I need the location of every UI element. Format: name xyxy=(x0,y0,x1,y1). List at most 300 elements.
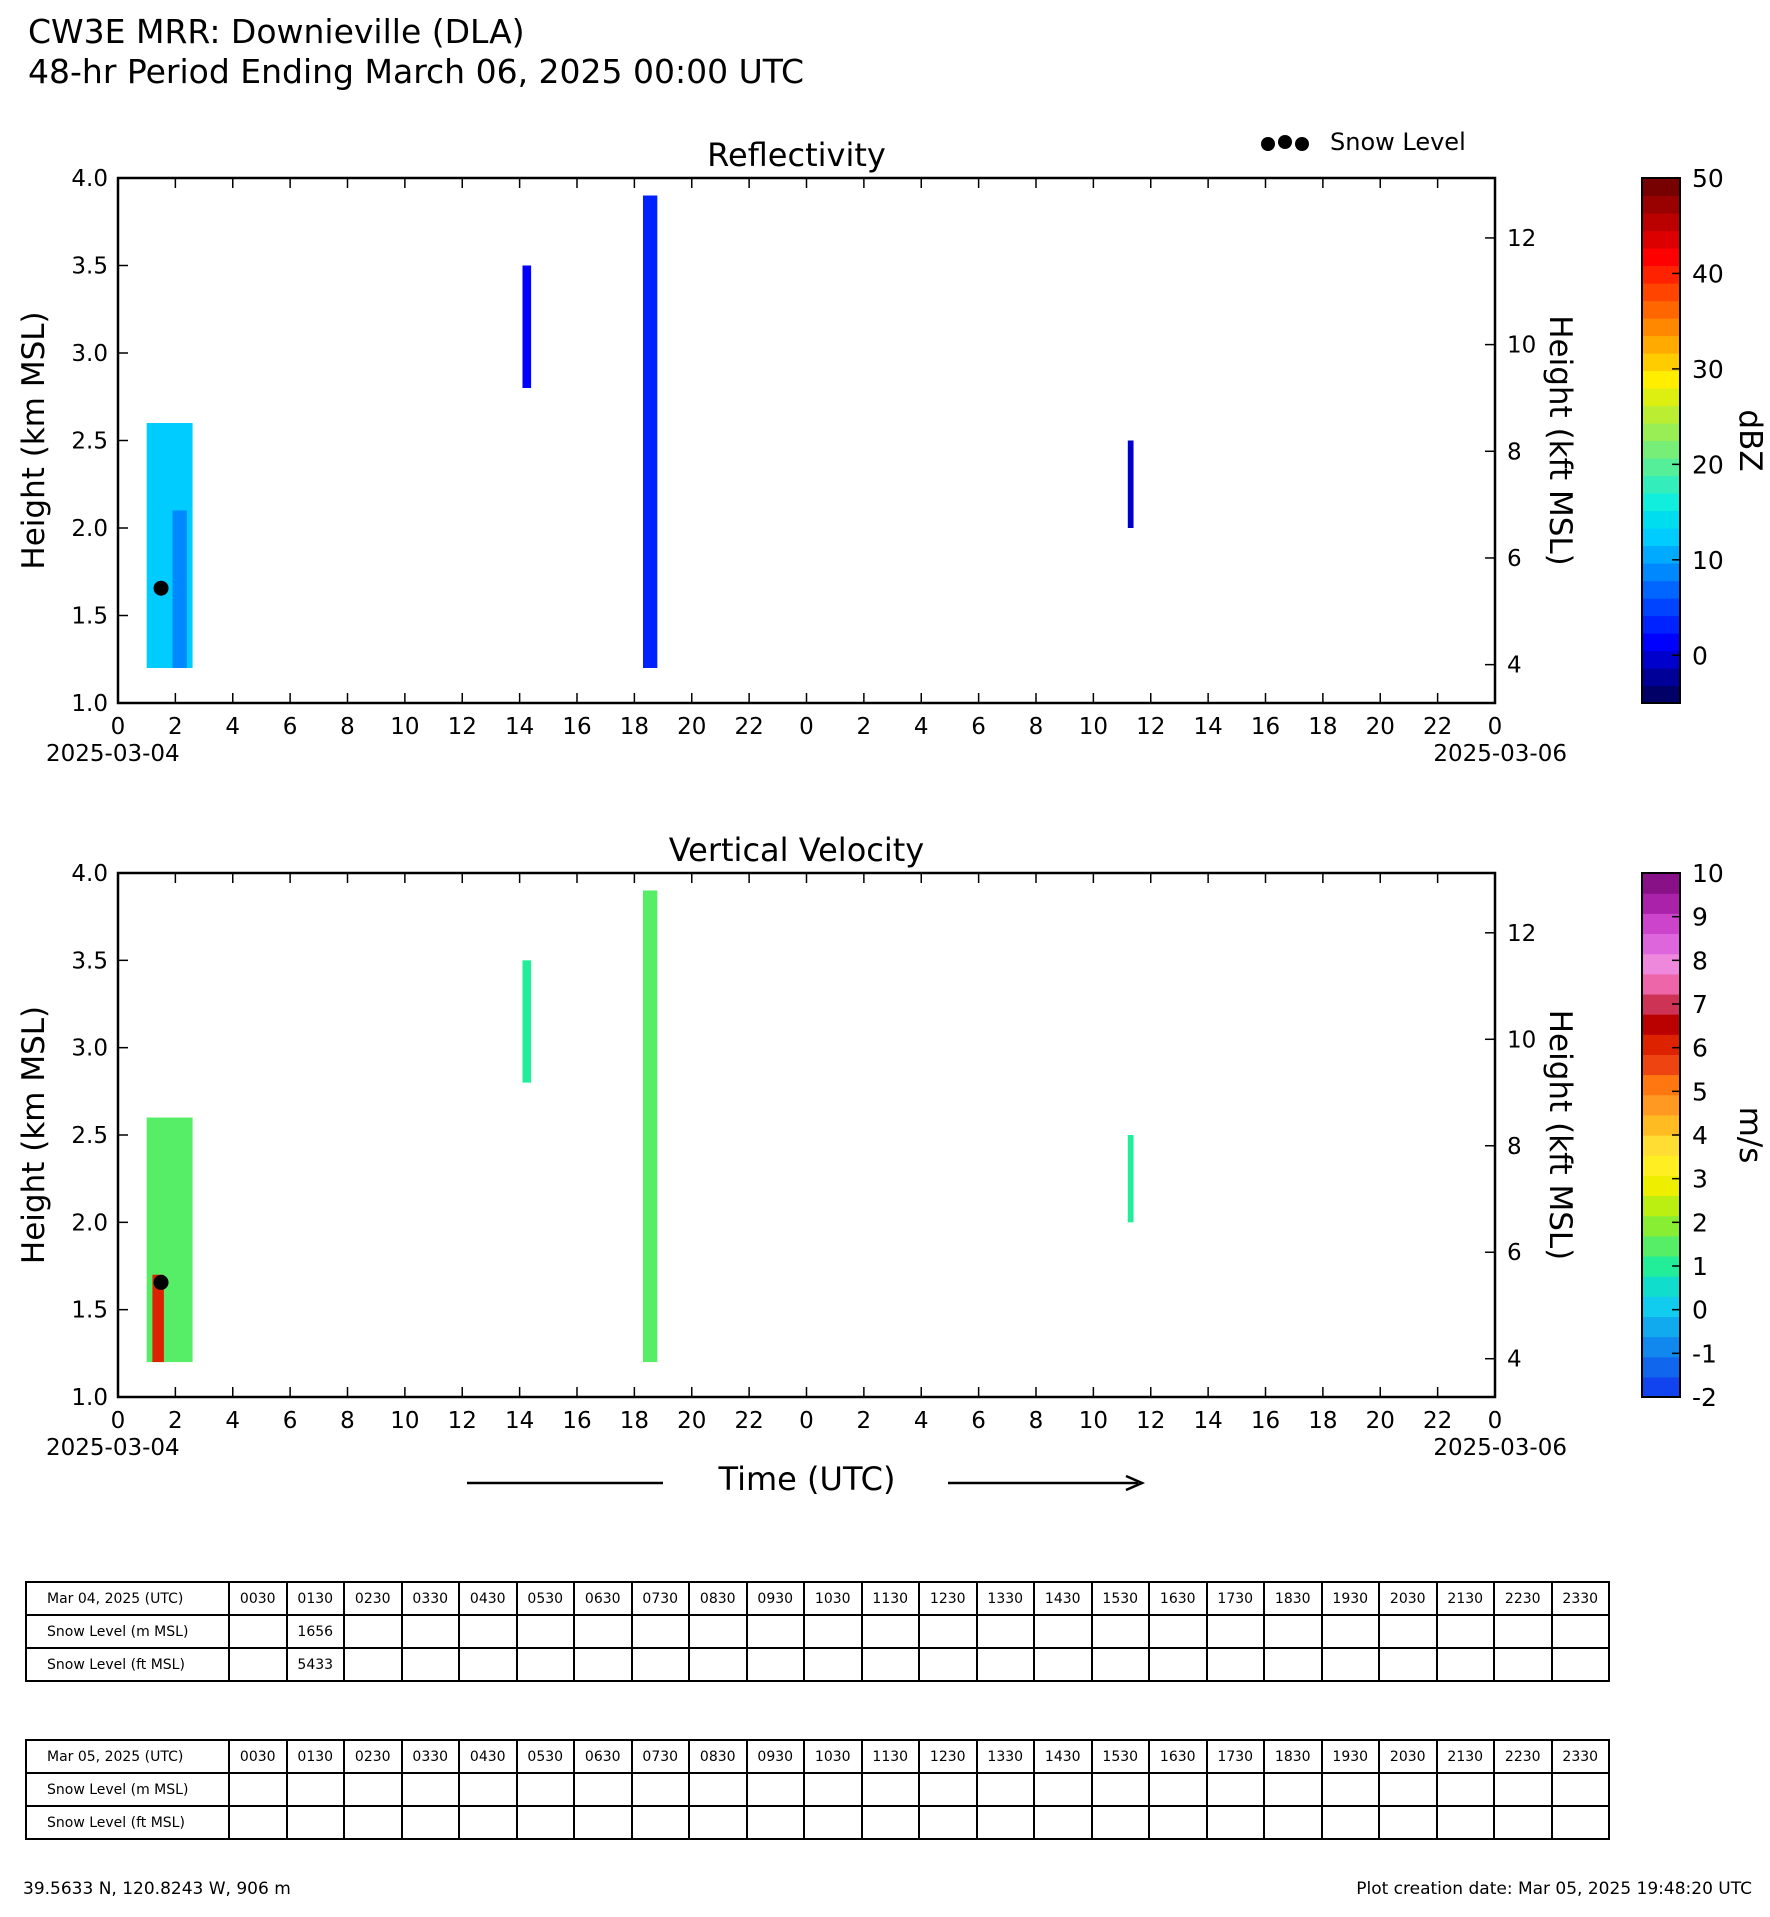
colorbar-segment xyxy=(1642,476,1680,494)
table-time-header: 1530 xyxy=(1092,1582,1150,1615)
x-tick-label: 0 xyxy=(110,714,126,740)
x-end-date: 2025-03-06 xyxy=(1433,741,1567,767)
x-tick-label: 6 xyxy=(282,714,298,740)
y-right-tick-label: 8 xyxy=(1507,439,1522,466)
table-cell xyxy=(1149,1615,1207,1648)
echo-cell xyxy=(522,266,531,389)
table-row-label: Snow Level (ft MSL) xyxy=(26,1648,229,1681)
table-cell xyxy=(459,1806,517,1839)
table-cell xyxy=(1092,1615,1150,1648)
table-cell xyxy=(919,1615,977,1648)
table-cell xyxy=(862,1615,920,1648)
y-right-tick-label: 6 xyxy=(1507,545,1522,572)
y-right-tick-label: 12 xyxy=(1507,920,1537,947)
x-tick-label: 2 xyxy=(856,714,872,740)
table-cell xyxy=(574,1806,632,1839)
table-time-header: 0830 xyxy=(689,1740,747,1773)
table-cell xyxy=(1264,1648,1322,1681)
table-cell xyxy=(1264,1773,1322,1806)
table-time-header: 0930 xyxy=(747,1740,805,1773)
colorbar-segment xyxy=(1642,1075,1680,1096)
x-tick-label: 14 xyxy=(1193,1408,1223,1434)
table-time-header: 0630 xyxy=(574,1740,632,1773)
x-tick-label: 2 xyxy=(168,1408,183,1434)
table-cell xyxy=(287,1806,345,1839)
table-cell: 5433 xyxy=(287,1648,345,1681)
y-right-axis-label: Height (kft MSL) xyxy=(1542,315,1578,566)
x-tick-label: 0 xyxy=(1487,714,1503,740)
colorbar-segment xyxy=(1642,1155,1680,1176)
x-tick-label: 18 xyxy=(1308,1408,1338,1434)
table-cell xyxy=(1494,1648,1552,1681)
table-cell xyxy=(344,1773,402,1806)
table-cell xyxy=(632,1648,690,1681)
x-tick-label: 4 xyxy=(913,1408,929,1434)
x-tick-label: 20 xyxy=(677,714,707,740)
table-cell xyxy=(1322,1773,1380,1806)
colorbar-segment xyxy=(1642,441,1680,459)
colorbar-segment xyxy=(1642,1216,1680,1237)
table-cell xyxy=(862,1648,920,1681)
x-tick-label: 10 xyxy=(1078,714,1109,740)
table-time-header: 0230 xyxy=(344,1582,402,1615)
colorbar-segment xyxy=(1642,1095,1680,1116)
table-time-header: 2230 xyxy=(1494,1740,1552,1773)
colorbar-segment xyxy=(1642,178,1680,196)
colorbar-segment xyxy=(1642,668,1680,686)
colorbar-tick-label: -2 xyxy=(1692,1383,1717,1412)
x-tick-label: 10 xyxy=(390,714,420,740)
echo-cell xyxy=(1128,1135,1134,1222)
table-cell xyxy=(1437,1615,1495,1648)
colorbar-segment xyxy=(1642,528,1680,546)
table-header-row xyxy=(26,1740,1609,1773)
colorbar-segment xyxy=(1642,1316,1680,1337)
table-cell xyxy=(1264,1615,1322,1648)
table-cell xyxy=(1552,1806,1610,1839)
x-tick-label: 12 xyxy=(447,714,477,740)
panel-title: Reflectivity xyxy=(707,136,886,174)
snow-level-point xyxy=(154,1275,169,1290)
x-tick-label: 12 xyxy=(1136,714,1166,740)
title-line-2: 48-hr Period Ending March 06, 2025 00:00 UTC xyxy=(28,52,805,91)
y-axis-label: Height (km MSL) xyxy=(16,311,52,570)
colorbar-segment xyxy=(1642,336,1680,354)
x-tick-label: 10 xyxy=(1078,1408,1109,1434)
x-tick-label: 0 xyxy=(1487,1408,1503,1434)
colorbar-segment xyxy=(1642,318,1680,336)
colorbar-segment xyxy=(1642,893,1680,914)
table-cell xyxy=(919,1806,977,1839)
colorbar-segment xyxy=(1642,933,1680,954)
colorbar-segment xyxy=(1642,1377,1680,1398)
table-cell xyxy=(574,1773,632,1806)
y-right-tick-label: 8 xyxy=(1507,1133,1522,1160)
y-right-tick-label: 12 xyxy=(1507,225,1537,252)
x-tick-label: 6 xyxy=(971,714,986,740)
table-time-header: 1330 xyxy=(977,1582,1035,1615)
table-time-header: 2230 xyxy=(1494,1582,1552,1615)
colorbar-tick-label: 5 xyxy=(1692,1077,1708,1107)
colorbar-tick-label: 4 xyxy=(1692,1121,1708,1150)
y-right-tick-label: 6 xyxy=(1507,1240,1522,1267)
x-start-date: 2025-03-04 xyxy=(46,1435,180,1461)
table-time-header: 1130 xyxy=(862,1582,920,1615)
table-time-header: 0330 xyxy=(402,1582,460,1615)
colorbar-segment xyxy=(1642,1115,1680,1136)
colorbar-segment xyxy=(1642,563,1680,581)
table-cell xyxy=(689,1773,747,1806)
table-cell xyxy=(689,1615,747,1648)
y-tick-label: 4.0 xyxy=(71,861,108,887)
table-cell: 1656 xyxy=(287,1615,345,1648)
table-cell xyxy=(1264,1806,1322,1839)
x-tick-label: 22 xyxy=(1422,714,1453,740)
table-cell xyxy=(689,1648,747,1681)
colorbar-tick-label: 10 xyxy=(1692,545,1724,575)
table-cell xyxy=(1207,1806,1265,1839)
snow-level-table-mar04 xyxy=(25,1581,1610,1682)
x-tick-label: 22 xyxy=(734,714,764,740)
table-cell xyxy=(1034,1773,1092,1806)
snow-level-table-mar05 xyxy=(25,1739,1610,1840)
table-date-header: Mar 04, 2025 (UTC) xyxy=(26,1582,229,1615)
table-row-label: Snow Level (m MSL) xyxy=(26,1615,229,1648)
y-tick-label: 1.5 xyxy=(71,603,108,630)
table-cell xyxy=(1092,1648,1150,1681)
x-tick-label: 14 xyxy=(504,714,535,740)
colorbar-segment xyxy=(1642,196,1680,214)
x-tick-label: 14 xyxy=(504,1408,535,1434)
table-cell xyxy=(229,1773,287,1806)
table-cell xyxy=(804,1806,862,1839)
colorbar-segment xyxy=(1642,633,1680,651)
y-tick-label: 3.5 xyxy=(71,948,108,975)
colorbar-segment xyxy=(1642,1337,1680,1358)
table-date-header: Mar 05, 2025 (UTC) xyxy=(26,1740,229,1773)
table-time-header: 0330 xyxy=(402,1740,460,1773)
table-cell xyxy=(459,1648,517,1681)
table-cell xyxy=(1034,1806,1092,1839)
colorbar-segment xyxy=(1642,388,1680,406)
x-tick-label: 16 xyxy=(562,1408,592,1434)
table-time-header: 1530 xyxy=(1092,1740,1150,1773)
table-time-header: 2030 xyxy=(1379,1740,1437,1773)
table-cell xyxy=(1437,1806,1495,1839)
table-cell xyxy=(1322,1648,1380,1681)
table-time-header: 1830 xyxy=(1264,1582,1322,1615)
y-tick-label: 2.5 xyxy=(71,1123,108,1149)
colorbar-segment xyxy=(1642,1054,1680,1075)
table-time-header: 2330 xyxy=(1552,1740,1610,1773)
x-tick-label: 20 xyxy=(1365,1408,1395,1434)
time-axis-label: Time (UTC) xyxy=(718,1460,896,1498)
x-tick-label: 8 xyxy=(1028,714,1044,740)
colorbar-segment xyxy=(1642,1236,1680,1257)
table-time-header: 1030 xyxy=(804,1740,862,1773)
table-time-header: 0530 xyxy=(517,1740,575,1773)
colorbar-segment xyxy=(1642,954,1680,975)
y-right-tick-label: 4 xyxy=(1507,652,1522,679)
table-cell xyxy=(747,1615,805,1648)
table-time-header: 1930 xyxy=(1322,1740,1380,1773)
table-cell xyxy=(1149,1773,1207,1806)
x-tick-label: 8 xyxy=(340,1408,355,1434)
echo-cell xyxy=(643,196,657,669)
y-tick-label: 3.0 xyxy=(71,341,108,367)
table-cell xyxy=(229,1648,287,1681)
table-time-header: 1030 xyxy=(804,1582,862,1615)
table-time-header: 1430 xyxy=(1034,1740,1092,1773)
colorbar-segment xyxy=(1642,616,1680,634)
colorbar-tick-label: 20 xyxy=(1692,450,1724,480)
table-cell xyxy=(689,1806,747,1839)
x-tick-label: 4 xyxy=(913,714,929,740)
title-line-1: CW3E MRR: Downieville (DLA) xyxy=(28,12,525,51)
table-time-header: 1830 xyxy=(1264,1740,1322,1773)
x-tick-label: 8 xyxy=(1028,1408,1044,1434)
colorbar-segment xyxy=(1642,1034,1680,1055)
x-tick-label: 8 xyxy=(340,714,355,740)
table-cell xyxy=(862,1773,920,1806)
colorbar-tick-label: 50 xyxy=(1692,164,1724,193)
table-cell xyxy=(862,1806,920,1839)
table-row xyxy=(26,1773,1609,1806)
legend-snow-level-dot xyxy=(1295,137,1309,151)
table-cell xyxy=(517,1773,575,1806)
table-cell xyxy=(1092,1773,1150,1806)
table-cell xyxy=(747,1648,805,1681)
table-cell xyxy=(1149,1806,1207,1839)
y-right-tick-label: 4 xyxy=(1507,1346,1522,1373)
table-cell xyxy=(459,1773,517,1806)
echo-cell xyxy=(522,960,531,1082)
colorbar-segment xyxy=(1642,248,1680,266)
table-cell xyxy=(1379,1806,1437,1839)
echo-cell xyxy=(643,890,657,1362)
table-cell xyxy=(402,1773,460,1806)
table-cell xyxy=(1092,1806,1150,1839)
x-start-date: 2025-03-04 xyxy=(46,741,180,767)
table-time-header: 0530 xyxy=(517,1582,575,1615)
colorbar-tick-label: 10 xyxy=(1692,859,1724,888)
table-cell xyxy=(804,1773,862,1806)
colorbar-tick-label: 0 xyxy=(1692,1295,1708,1325)
x-tick-label: 4 xyxy=(225,714,241,740)
table-cell xyxy=(1437,1648,1495,1681)
table-cell xyxy=(1552,1773,1610,1806)
table-cell xyxy=(747,1773,805,1806)
table-cell xyxy=(1322,1615,1380,1648)
colorbar-segment xyxy=(1642,873,1680,894)
table-time-header: 0630 xyxy=(574,1582,632,1615)
table-cell xyxy=(402,1806,460,1839)
echo-cell xyxy=(173,511,187,669)
table-cell xyxy=(1379,1773,1437,1806)
table-time-header: 1430 xyxy=(1034,1582,1092,1615)
colorbar-segment xyxy=(1642,1296,1680,1317)
x-tick-label: 22 xyxy=(734,1408,764,1434)
table-cell xyxy=(1437,1773,1495,1806)
colorbar-tick-label: 30 xyxy=(1692,354,1724,384)
table-cell xyxy=(1149,1648,1207,1681)
y-tick-label: 4.0 xyxy=(71,166,108,192)
table-cell xyxy=(632,1773,690,1806)
legend-snow-level-label: Snow Level xyxy=(1330,128,1466,156)
table-time-header: 1730 xyxy=(1207,1582,1265,1615)
y-tick-label: 3.0 xyxy=(71,1035,108,1062)
table-cell xyxy=(1494,1806,1552,1839)
colorbar-tick-label: 8 xyxy=(1692,946,1708,976)
table-time-header: 0730 xyxy=(632,1582,690,1615)
colorbar-label: m/s xyxy=(1732,1106,1768,1164)
table-row xyxy=(26,1648,1609,1681)
table-time-header: 1930 xyxy=(1322,1582,1380,1615)
table-cell xyxy=(919,1773,977,1806)
colorbar-tick-label: 6 xyxy=(1692,1033,1708,1063)
colorbar-segment xyxy=(1642,266,1680,284)
table-time-header: 2330 xyxy=(1552,1582,1610,1615)
colorbar-segment xyxy=(1642,406,1680,424)
table-cell xyxy=(804,1648,862,1681)
x-tick-label: 4 xyxy=(225,1408,241,1434)
colorbar-segment xyxy=(1642,581,1680,599)
table-cell xyxy=(747,1806,805,1839)
legend-snow-level-dot xyxy=(1261,137,1275,151)
y-tick-label: 2.5 xyxy=(71,428,108,455)
table-time-header: 2030 xyxy=(1379,1582,1437,1615)
table-cell xyxy=(344,1806,402,1839)
table-time-header: 0130 xyxy=(287,1582,345,1615)
colorbar-segment xyxy=(1642,1135,1680,1156)
x-tick-label: 0 xyxy=(799,1408,814,1434)
table-time-header: 0230 xyxy=(344,1740,402,1773)
table-cell xyxy=(1034,1648,1092,1681)
table-cell xyxy=(1552,1615,1610,1648)
y-tick-label: 3.5 xyxy=(71,253,108,280)
colorbar-tick-label: 2 xyxy=(1692,1208,1708,1238)
colorbar-segment xyxy=(1642,651,1680,669)
table-cell xyxy=(344,1615,402,1648)
table-time-header: 0430 xyxy=(459,1582,517,1615)
table-cell xyxy=(1322,1806,1380,1839)
y-tick-label: 1.0 xyxy=(71,1385,108,1411)
x-tick-label: 22 xyxy=(1422,1408,1453,1434)
table-cell xyxy=(977,1773,1035,1806)
table-row xyxy=(26,1806,1609,1839)
table-cell xyxy=(1552,1648,1610,1681)
colorbar-tick-label: 3 xyxy=(1692,1164,1708,1194)
y-tick-label: 1.5 xyxy=(71,1297,108,1324)
y-right-tick-label: 10 xyxy=(1507,1027,1537,1054)
table-cell xyxy=(287,1773,345,1806)
table-cell xyxy=(1494,1773,1552,1806)
station-location: 39.5633 N, 120.8243 W, 906 m xyxy=(23,1879,291,1899)
colorbar-segment xyxy=(1642,1357,1680,1378)
x-tick-label: 6 xyxy=(971,1408,986,1434)
y-axis-label: Height (km MSL) xyxy=(16,1005,52,1265)
colorbar-tick-label: 0 xyxy=(1692,641,1708,671)
legend-snow-level-dot xyxy=(1278,135,1292,149)
y-right-tick-label: 10 xyxy=(1507,332,1537,359)
table-cell xyxy=(229,1615,287,1648)
table-time-header: 1330 xyxy=(977,1740,1035,1773)
x-tick-label: 2 xyxy=(856,1408,872,1434)
y-tick-label: 2.0 xyxy=(71,516,108,542)
table-cell xyxy=(402,1648,460,1681)
plot-frame xyxy=(118,873,1495,1397)
table-time-header: 1230 xyxy=(919,1740,977,1773)
colorbar-tick-label: 9 xyxy=(1692,902,1708,932)
table-time-header: 2130 xyxy=(1437,1582,1495,1615)
plot-frame xyxy=(118,178,1495,703)
x-tick-label: 12 xyxy=(1136,1408,1166,1434)
colorbar-segment xyxy=(1642,546,1680,564)
table-time-header: 1730 xyxy=(1207,1740,1265,1773)
x-tick-label: 18 xyxy=(1308,714,1338,740)
echo-cell xyxy=(1128,441,1134,529)
colorbar-segment xyxy=(1642,213,1680,231)
table-cell xyxy=(517,1615,575,1648)
x-tick-label: 20 xyxy=(677,1408,707,1434)
table-cell xyxy=(1207,1648,1265,1681)
table-cell xyxy=(1207,1773,1265,1806)
colorbar-segment xyxy=(1642,371,1680,389)
x-tick-label: 18 xyxy=(619,1408,650,1434)
colorbar-segment xyxy=(1642,1276,1680,1297)
colorbar-segment xyxy=(1642,301,1680,319)
colorbar-label: dBZ xyxy=(1732,409,1768,472)
x-tick-label: 0 xyxy=(110,1408,126,1434)
table-cell xyxy=(1379,1615,1437,1648)
table-time-header: 0430 xyxy=(459,1740,517,1773)
table-cell xyxy=(1207,1615,1265,1648)
y-right-axis-label: Height (kft MSL) xyxy=(1542,1009,1578,1261)
table-cell xyxy=(1494,1615,1552,1648)
colorbar-segment xyxy=(1642,598,1680,616)
table-time-header: 0930 xyxy=(747,1582,805,1615)
table-time-header: 0830 xyxy=(689,1582,747,1615)
y-tick-label: 2.0 xyxy=(71,1210,108,1237)
colorbar-segment xyxy=(1642,423,1680,441)
colorbar-segment xyxy=(1642,231,1680,249)
table-time-header: 1630 xyxy=(1149,1740,1207,1773)
x-tick-label: 10 xyxy=(390,1408,420,1434)
x-tick-label: 16 xyxy=(1250,1408,1281,1434)
x-tick-label: 14 xyxy=(1193,714,1223,740)
colorbar-segment xyxy=(1642,686,1680,704)
table-cell xyxy=(804,1615,862,1648)
colorbar-tick-label: -1 xyxy=(1692,1339,1717,1369)
table-row xyxy=(26,1615,1609,1648)
x-tick-label: 2 xyxy=(168,714,183,740)
table-row-label: Snow Level (ft MSL) xyxy=(26,1806,229,1839)
colorbar-segment xyxy=(1642,458,1680,476)
colorbar-tick-label: 1 xyxy=(1692,1252,1708,1281)
x-tick-label: 6 xyxy=(282,1408,298,1434)
table-cell xyxy=(574,1615,632,1648)
table-cell xyxy=(1034,1615,1092,1648)
y-tick-label: 1.0 xyxy=(71,691,108,717)
panel-title: Vertical Velocity xyxy=(668,831,925,869)
x-tick-label: 0 xyxy=(799,714,814,740)
table-cell xyxy=(344,1648,402,1681)
table-cell xyxy=(1379,1648,1437,1681)
colorbar-tick-label: 7 xyxy=(1692,990,1708,1019)
plot-creation-date: Plot creation date: Mar 05, 2025 19:48:20 UTC xyxy=(1356,1879,1752,1899)
table-cell xyxy=(977,1648,1035,1681)
table-cell xyxy=(632,1806,690,1839)
